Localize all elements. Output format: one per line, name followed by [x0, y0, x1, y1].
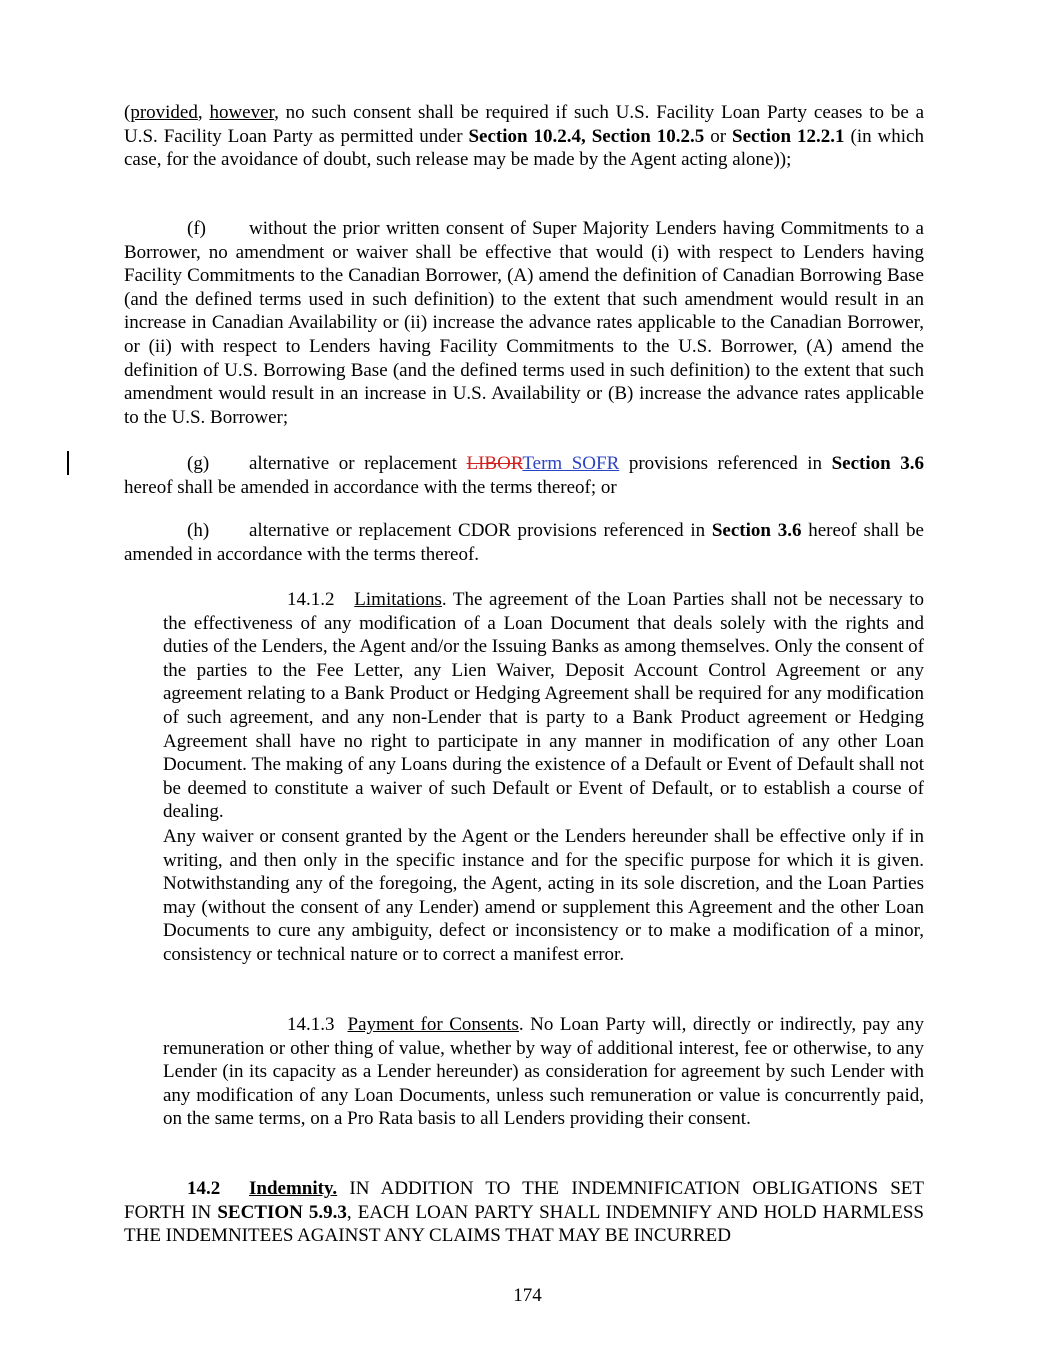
- section-number: 14.1.3: [287, 1014, 335, 1035]
- clause-g: (g) alternative or replacement LIBORTerm SOFR provisions referenced in Section 3.6 hereof shall be amended in accordance with the terms thereof; or: [124, 453, 924, 498]
- clause-f: (f) without the prior written consent of Super Majority Lenders having Commitments to a Borrower, no amendment or waiver shall be effective that would (i) with respect to Lenders having Facility Commitments to the Canadian Borrower, (A) amend the definition of Canadian Borrowing Base (and the defined terms used in such definition) to the extent that such amendment would result in an increase in Canadian Availability or (ii) increase the advance rates applicable to the Canadian Borrower, or (ii) with respect to Lenders having Facility Commitments to the U.S. Borrower, (A) amend the definition of U.S. Borrowing Base (and the defined terms used in such definition) to the extent that such amendment would result in an increase in U.S. Availability or (B) increase the advance rates applicable to the U.S. Borrower;: [124, 218, 924, 428]
- change-bar-marker: [67, 451, 69, 475]
- clause-h: (h) alternative or replacement CDOR provisions referenced in Section 3.6 hereof shall be amended in accordance with the terms thereof.: [124, 520, 924, 565]
- section-heading: Payment for Consents: [347, 1014, 519, 1035]
- section-reference: Section 10.2.4, Section 10.2.5: [468, 125, 705, 147]
- clause-label: (g): [187, 453, 210, 474]
- section-reference: Section 3.6: [711, 520, 802, 541]
- section-heading: Indemnity.: [249, 1178, 338, 1199]
- section-number: 14.1.2: [287, 589, 335, 610]
- section-reference: SECTION 5.9.3: [217, 1201, 347, 1223]
- section-number: 14.2: [187, 1178, 221, 1199]
- term-provided: provided: [130, 102, 198, 123]
- section-14-1-3: 14.1.3 Payment for Consents. No Loan Party will, directly or indirectly, pay any remuneration or other thing of value, whether by way of additional interest, fee or otherwise, to any Lender (in its capacity as a Lender hereunder) as consideration for agreement by such Lender with any modification of any Loan Documents, unless such remuneration or value is concurrently paid, on the same terms, on a Pro Rata basis to all Lenders providing their consent.: [163, 1014, 924, 1130]
- section-reference: Section 12.2.1: [732, 125, 845, 147]
- section-14-1-2: 14.1.2 Limitations. The agreement of the Loan Parties shall not be necessary to the effectiveness of any modification of a Loan Document that deals solely with the rights and duties of the Lenders, the Agent and/or the Issuing Banks as among themselves. Only the consent of the parties to the Fee Letter, any Lien Waiver, Deposit Account Control Agreement or any agreement relating to a Bank Product or Hedging Agreement shall be required for any modification of such agreement, and any non-Lender that is party to a Bank Product agreement or Hedging Agreement shall have no right to participate in any manner in modification of any other Loan Document. The making of any Loans during the existence of a Default or Event of Default shall not be deemed to constitute a waiver of such Default or Event of Default, or to establish a course of dealing.: [163, 589, 924, 823]
- paragraph-provided: (provided, however, no such consent shall be required if such U.S. Facility Loan Party ceases to be a U.S. Facility Loan Party as permitted under Section 10.2.4, Section 10.2.5 or Section 12.2.1 (in which case, for the avoidance of doubt, such release may be made by the Agent acting alone));: [124, 102, 924, 171]
- clause-label: (h): [187, 520, 210, 541]
- deleted-text: LIBOR: [466, 453, 523, 474]
- inserted-text: Term SOFR: [522, 453, 620, 474]
- section-heading: Limitations: [354, 589, 442, 610]
- term-however: however: [209, 102, 275, 123]
- page-number: 174: [513, 1285, 542, 1306]
- clause-label: (f): [187, 218, 206, 239]
- section-14-1-2-continued: Any waiver or consent granted by the Agent or the Lenders hereunder shall be effective only if in writing, and then only in the specific instance and for the specific purpose for which it is given. Notwithstanding any of the foregoing, the Agent, acting in its sole discretion, and the Loan Parties may (without the consent of any Lender) amend or supplement this Agreement and the other Loan Documents to cure any ambiguity, defect or inconsistency or to make a modification of a minor, consistency or technical nature or to correct a manifest error.: [163, 826, 924, 965]
- section-reference: Section 3.6: [831, 453, 924, 474]
- section-14-2: 14.2 Indemnity. IN ADDITION TO THE INDEMNIFICATION OBLIGATIONS SET FORTH IN SECTION 5.9.3, EACH LOAN PARTY SHALL INDEMNIFY AND HOLD HARMLESS THE INDEMNITEES AGAINST ANY CLAIMS THAT MAY BE INCURRED: [124, 1178, 924, 1247]
